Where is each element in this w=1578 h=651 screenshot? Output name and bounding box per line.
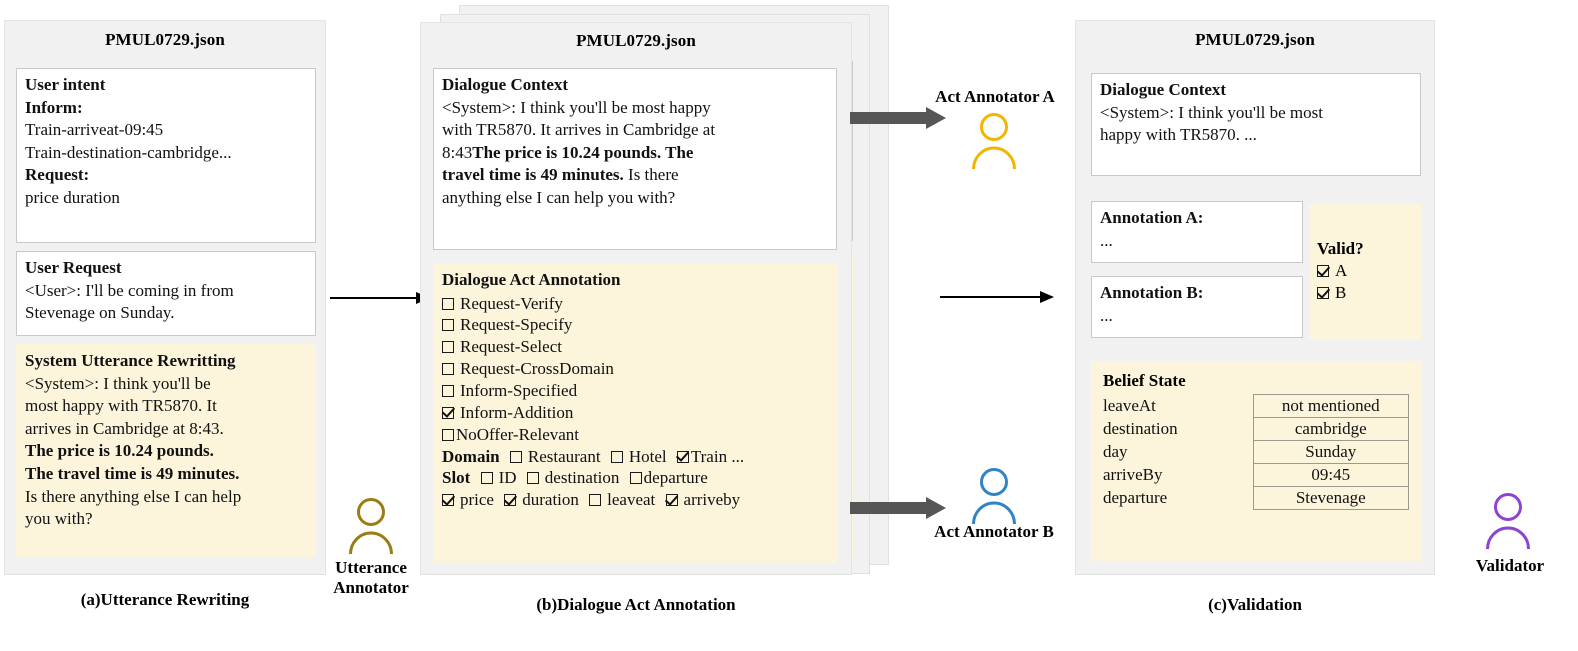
belief-key-destination: destination [1103,419,1178,438]
act-row-nooffer-relevant[interactable] [442,424,828,446]
checkbox-slot-id[interactable] [481,472,493,484]
dialogue-context-line-1: <System>: I think you'll be most happy [442,97,711,117]
checkbox-domain-train[interactable] [677,451,689,463]
checkbox-nooffer-relevant[interactable] [442,429,454,441]
dialogue-context-line-4-bold: travel time is 49 minutes. [442,165,624,185]
dialogue-context-line-3-plain: 8:43 [442,142,473,162]
system-rewriting-bold-1: The price is 10.24 pounds. [25,441,214,461]
dialogue-context-line-3-bold: The price is 10.24 pounds. The [472,142,694,162]
annotation-b-box [1091,276,1303,338]
annotation-b-value: ... [1100,305,1113,325]
checkbox-valid-b[interactable] [1317,287,1329,299]
user-intent-box [16,68,316,243]
act-label-nooffer-relevant: NoOffer-Relevant [456,424,580,444]
slot-row-1[interactable] [442,467,828,489]
belief-state-heading: Belief State [1103,371,1186,390]
checkbox-slot-price[interactable] [442,494,454,506]
slot-label: Slot [442,468,471,488]
slot-label-id: ID [498,468,517,488]
arrow-a-to-b [330,292,430,304]
dialogue-context-line-2: with TR5870. It arrives in Cambridge at [442,120,716,140]
act-label-request-verify: Request-Verify [460,293,563,313]
slot-label-destination: destination [544,468,620,488]
belief-key-day: day [1103,442,1128,461]
act-label-request-crossdomain: Request-CrossDomain [460,359,614,379]
dialogue-context-line-3 [442,142,828,165]
arrow-to-act-annotator-a [850,107,946,129]
checkbox-slot-duration[interactable] [504,494,516,506]
arrow-b-to-c [940,291,1055,303]
user-intent-heading: User intent [25,75,106,94]
checkbox-request-crossdomain[interactable] [442,363,454,375]
panel-c-title: PMUL0729.json [1195,30,1315,49]
act-label-inform-addition: Inform-Addition [460,402,574,422]
valid-label-a: A [1335,261,1348,280]
domain-label-train: Train ... [690,446,745,466]
dialogue-context-c-line-1: <System>: I think you'll be most [1100,102,1323,122]
act-row-request-verify[interactable] [442,293,828,315]
system-rewriting-line-5: you with? [25,509,93,529]
act-row-inform-specified[interactable] [442,380,828,402]
checkbox-request-select[interactable] [442,341,454,353]
checkbox-valid-a[interactable] [1317,265,1329,277]
system-rewriting-bold-2: The travel time is 49 minutes. [25,464,240,484]
slot-label-price: price [460,490,494,510]
request-label: Request: [25,165,90,185]
panel-validation [1075,20,1435,575]
user-request-heading: User Request [25,258,122,277]
annotation-a-heading: Annotation A: [1100,208,1204,227]
dialogue-context-box-c [1091,73,1421,176]
dialogue-context-box-b [433,68,837,250]
inform-label: Inform: [25,97,83,117]
belief-value-destination: cambridge [1253,418,1409,441]
dialogue-context-heading-c: Dialogue Context [1100,80,1227,99]
system-utterance-rewriting-box [16,344,316,557]
request-values: price duration [25,188,120,208]
act-row-request-crossdomain[interactable] [442,358,828,380]
valid-box [1309,203,1421,340]
domain-label: Domain [442,446,500,466]
dialogue-context-line-4-plain: Is there [623,165,679,185]
checkbox-domain-hotel[interactable] [611,451,623,463]
belief-value-leaveat: not mentioned [1253,395,1409,418]
act-annotator-b-icon [968,465,1020,525]
checkbox-inform-addition[interactable] [442,407,454,419]
dialogue-context-heading-b: Dialogue Context [442,75,569,94]
system-rewriting-heading: System Utterance Rewritting [25,351,236,370]
slot-label-arriveby: arriveby [683,490,741,510]
user-request-line-2: Stevenage on Sunday. [25,303,175,323]
belief-key-leaveat: leaveAt [1103,396,1156,415]
belief-row-departure [1103,487,1409,510]
annotation-a-box [1091,201,1303,263]
dialogue-act-annotation-box [433,263,837,563]
checkbox-inform-specified[interactable] [442,385,454,397]
belief-row-day [1103,441,1409,464]
checkbox-slot-arriveby[interactable] [666,494,678,506]
belief-key-departure: departure [1103,488,1168,507]
panel-b-title: PMUL0729.json [576,31,696,50]
act-label-request-specify: Request-Specify [460,315,573,335]
panel-utterance-rewriting [4,20,326,575]
utterance-annotator-label-line1: Utterance [335,558,407,577]
slot-row-2[interactable] [442,489,828,511]
valid-row-a[interactable] [1317,260,1421,282]
checkbox-slot-departure[interactable] [630,472,642,484]
belief-state-table [1103,394,1409,510]
checkbox-request-verify[interactable] [442,298,454,310]
belief-key-arriveby: arriveBy [1103,465,1163,484]
slot-label-leaveat: leaveat [607,490,656,510]
valid-label-b: B [1335,283,1347,303]
utterance-annotator-label [325,558,417,597]
checkbox-domain-restaurant[interactable] [510,451,522,463]
belief-row-destination [1103,418,1409,441]
valid-heading: Valid? [1317,239,1364,258]
belief-state-box [1091,361,1421,561]
panel-a-title: PMUL0729.json [105,30,225,49]
system-rewriting-line-3: arrives in Cambridge at 8:43. [25,418,224,438]
system-rewriting-line-2: most happy with TR5870. It [25,396,217,416]
slot-label-duration: duration [522,490,579,510]
act-annotator-b-label: Act Annotator B [934,522,1054,541]
caption-b: (b)Dialogue Act Annotation [536,595,736,614]
annotation-a-value: ... [1100,230,1113,250]
act-annotator-a-icon [968,110,1020,170]
checkbox-request-specify[interactable] [442,319,454,331]
belief-row-arriveby [1103,464,1409,487]
act-annotation-heading: Dialogue Act Annotation [442,270,621,289]
validator-label: Validator [1475,556,1545,575]
caption-a: (a)Utterance Rewriting [80,590,250,609]
belief-value-arriveby: 09:45 [1253,464,1409,487]
belief-row-leaveat [1103,395,1409,418]
checkbox-slot-destination[interactable] [527,472,539,484]
valid-row-b[interactable] [1317,282,1421,304]
inform-value-2: Train-destination-cambridge... [25,142,232,162]
act-row-request-specify[interactable] [442,314,828,336]
act-label-request-select: Request-Select [460,337,562,357]
dialogue-context-line-5: anything else I can help you with? [442,188,676,208]
domain-label-hotel: Hotel [628,446,667,466]
domain-row[interactable] [442,446,828,468]
inform-value-1: Train-arriveat-09:45 [25,120,164,140]
act-annotator-a-label: Act Annotator A [935,87,1055,106]
dialogue-context-c-line-2: happy with TR5870. ... [1100,125,1257,145]
user-request-box [16,251,316,336]
utterance-annotator-icon [345,495,397,555]
user-request-line-1: <User>: I'll be coming in from [25,280,234,300]
caption-c: (c)Validation [1208,595,1302,614]
utterance-annotator-label-line2: Annotator [333,577,409,597]
system-rewriting-line-4: Is there anything else I can help [25,486,242,506]
belief-value-day: Sunday [1253,441,1409,464]
domain-label-restaurant: Restaurant [527,446,601,466]
checkbox-slot-leaveat[interactable] [589,494,601,506]
system-rewriting-line-1: <System>: I think you'll be [25,373,211,393]
act-row-request-select[interactable] [442,336,828,358]
panel-dialogue-act-annotation [420,22,852,575]
annotation-b-heading: Annotation B: [1100,283,1204,302]
arrow-to-act-annotator-b [850,497,946,519]
act-label-inform-specified: Inform-Specified [460,380,578,400]
belief-value-departure: Stevenage [1253,487,1409,510]
act-row-inform-addition[interactable] [442,402,828,424]
validator-icon [1482,490,1534,550]
slot-label-departure: departure [643,468,708,488]
dialogue-context-line-4 [442,164,828,187]
